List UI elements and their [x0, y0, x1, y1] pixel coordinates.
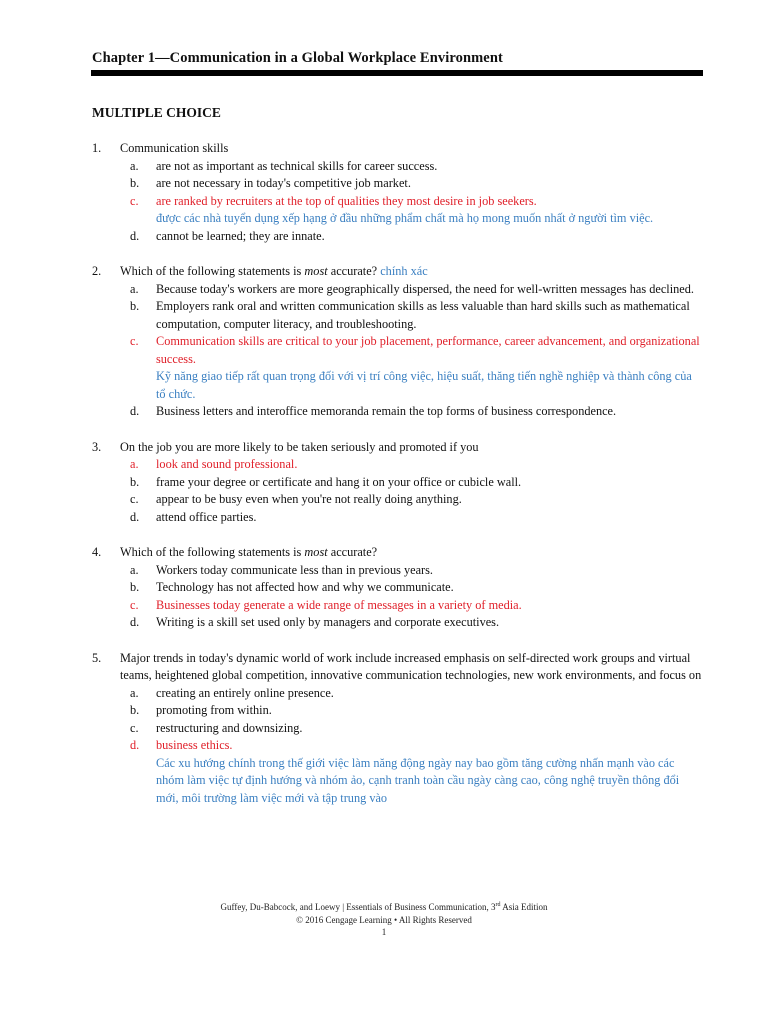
translation-note: chính xác	[380, 264, 428, 278]
translation-note: được các nhà tuyển dụng xếp hạng ở đầu những phẩm chất mà họ mong muốn nhất ở người tìm việc.	[156, 211, 654, 225]
option-d: d. attend office parties.	[130, 509, 257, 524]
question-list	[92, 140, 704, 825]
question-text: Which of the following statements is most accurate? chính xác	[120, 264, 428, 278]
option-b: b. are not necessary in today's competitive job market.	[130, 176, 411, 190]
question-text: Communication skills	[120, 141, 229, 155]
option-a: a. Workers today communicate less than in previous years.	[130, 562, 433, 577]
option-a-correct: a. look and sound professional.	[130, 457, 298, 471]
option-list	[130, 158, 704, 246]
question-1	[92, 140, 704, 245]
option-d: d. cannot be learned; they are innate.	[130, 228, 325, 243]
question-text: On the job you are more likely to be taken seriously and promoted if you	[120, 439, 479, 454]
option-c-correct: c. are ranked by recruiters at the top of qualities they most desire in job seekers.	[130, 193, 537, 208]
option-b: b. frame your degree or certificate and hang it on your office or cubicle wall.	[130, 474, 522, 489]
option-c-correct: c. Communication skills are critical to your job placement, performance, career advancement, and organizational success.	[130, 334, 700, 366]
option-list	[130, 281, 704, 421]
option-d-correct: d. business ethics.	[130, 738, 233, 752]
page-footer	[0, 899, 768, 939]
option-b: b. Employers rank oral and written communication skills as less valuable than hard skills such as mathematical computation, computer literacy, and troubleshooting.	[130, 299, 690, 331]
chapter-title: Chapter 1—Communication in a Global Workplace Environment	[92, 50, 503, 66]
translation-note: Kỹ năng giao tiếp rất quan trọng đối với vị trí công việc, hiệu suất, thăng tiến nghề nghiệp và thành công của tổ chức.	[156, 369, 692, 401]
question-text: Which of the following statements is most accurate?	[120, 545, 378, 559]
option-d: d. Business letters and interoffice memoranda remain the top forms of business correspondence.	[130, 404, 617, 418]
question-3	[92, 439, 704, 527]
option-a: a. Because today's workers are more geographically dispersed, the need for well-written messages has declined.	[130, 281, 694, 296]
translation-note: Các xu hướng chính trong thế giới việc làm năng động ngày nay bao gồm tăng cường nhấn mạnh vào các nhóm làm việc tự định hướng và nhóm ảo, cạnh tranh toàn cầu ngày càng cao, công nghệ truyền thông đổi mới, môi trường làm việc mới và tập trung vào	[156, 755, 680, 805]
option-a: a. creating an entirely online presence.	[130, 685, 334, 700]
option-b: b. Technology has not affected how and why we communicate.	[130, 580, 454, 594]
question-number: 2.	[92, 264, 102, 278]
section-title: MULTIPLE CHOICE	[92, 105, 221, 120]
question-number: 3.	[92, 439, 102, 454]
question-text: Major trends in today's dynamic world of work include increased emphasis on self-directed work groups and virtual teams, heightened global competition, innovative communication technologies, new work environments, and focus on	[120, 650, 702, 682]
question-number: 4.	[92, 545, 102, 559]
page-number: 1	[381, 927, 387, 937]
footer-copyright: © 2016 Cengage Learning • All Rights Reserved	[296, 914, 472, 925]
option-b: b. promoting from within.	[130, 703, 272, 717]
option-c: c. appear to be busy even when you're not really doing anything.	[130, 492, 462, 506]
option-list	[130, 456, 704, 526]
question-4	[92, 544, 704, 632]
option-list	[130, 562, 704, 632]
question-number: 5.	[92, 650, 102, 665]
option-c: c. restructuring and downsizing.	[130, 720, 303, 735]
question-5	[92, 650, 704, 808]
option-c-correct: c. Businesses today generate a wide range of messages in a variety of media.	[130, 597, 522, 612]
question-2	[92, 263, 704, 421]
question-number: 1.	[92, 141, 102, 155]
footer-citation: Guffey, Du-Babcock, and Loewy | Essentials of Business Communication, 3rd Asia Edition	[220, 902, 548, 912]
title-rule	[91, 70, 703, 76]
option-d: d. Writing is a skill set used only by managers and corporate executives.	[130, 615, 500, 629]
option-a: a. are not as important as technical skills for career success.	[130, 158, 438, 173]
option-list	[130, 685, 704, 808]
